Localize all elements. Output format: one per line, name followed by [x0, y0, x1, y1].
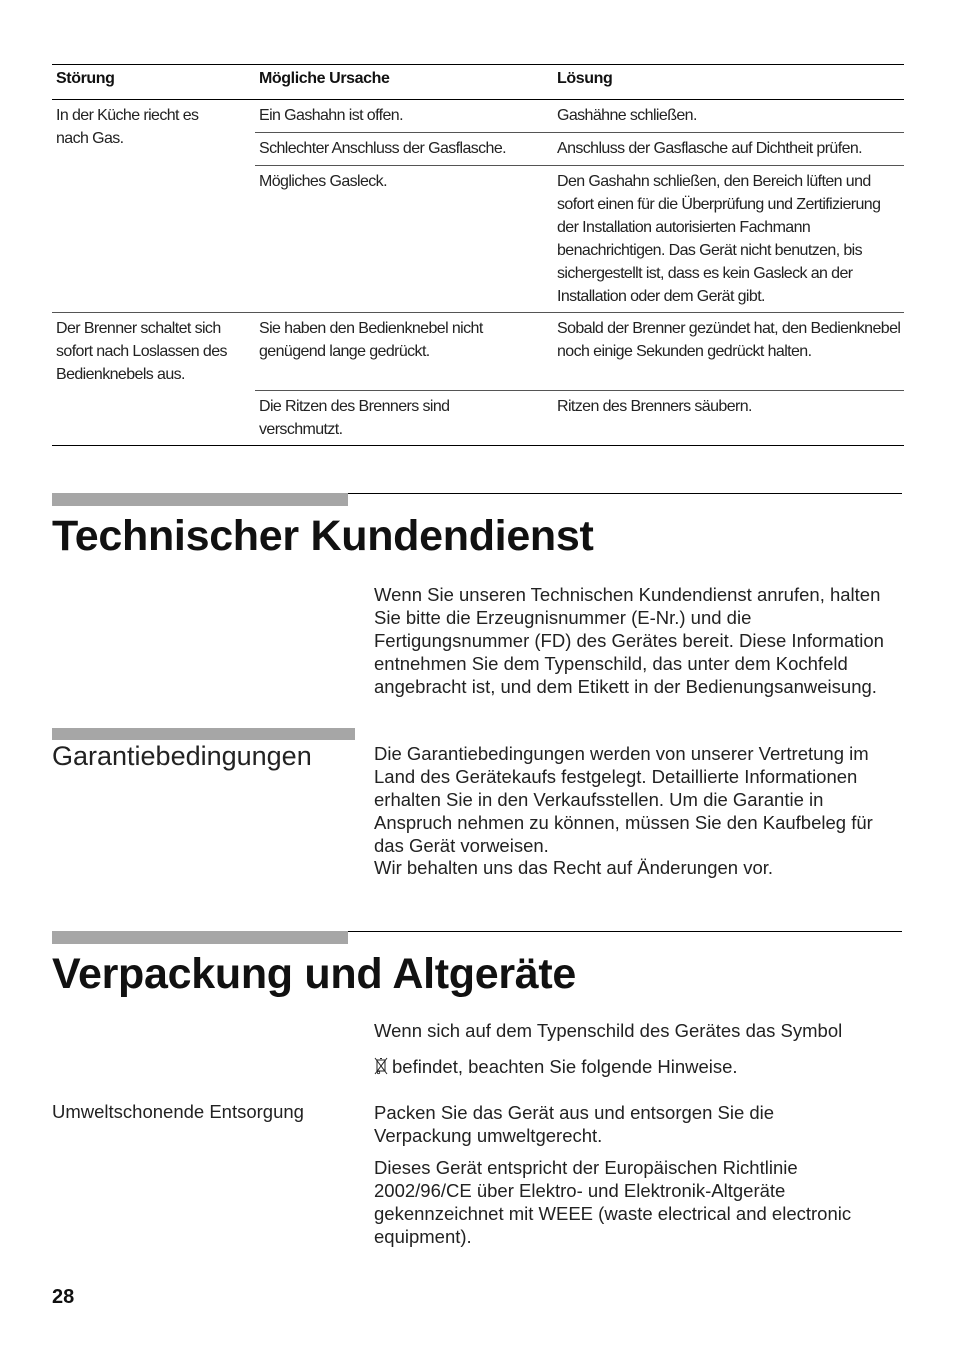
table-top-rule	[52, 64, 904, 65]
header-ursache: Mögliche Ursache	[259, 70, 390, 87]
section-title-verpackung: Verpackung und Altgeräte	[52, 950, 577, 998]
verpackung-intro-1: Wenn sich auf dem Typenschild des Gerätes das Symbol	[374, 1020, 843, 1041]
subsection-marker-bar	[52, 728, 355, 740]
table-cell-loesung-3: Den Gashahn schließen, den Bereich lüften und sofort einen für die Überprüfung und Zertifizierung der Installation autorisierten Fachmann benachrichtigen. Das Gerät nicht benutzen, bis sichergestellt ist, dass es kein Gasleck an der Installation oder dem Gerät gibt.	[557, 173, 881, 305]
header-loesung: Lösung	[557, 70, 613, 87]
table-cell-stoerung-1: In der Küche riecht es nach Gas.	[56, 107, 199, 147]
table-cell-ursache-5: Die Ritzen des Brenners sind verschmutzt.	[259, 398, 450, 438]
page-number: 28	[52, 1286, 75, 1308]
table-cell-loesung-2: Anschluss der Gasflasche auf Dichtheit prüfen.	[557, 140, 863, 157]
subsection-title-garantie: Garantiebedingungen	[52, 741, 312, 771]
table-cell-ursache-1: Ein Gashahn ist offen.	[259, 107, 403, 124]
section-marker-bar	[52, 493, 348, 506]
table-cell-stoerung-2: Der Brenner schaltet sich sofort nach Loslassen des Bedienknebels aus.	[56, 320, 227, 383]
label-umweltschonende-entsorgung: Umweltschonende Entsorgung	[52, 1101, 304, 1122]
garantie-text: Die Garantiebedingungen werden von unserer Vertretung im Land des Gerätekaufs festgelegt. Detaillierte Informationen erhalten Sie in den Verkaufsstellen. Um die Garantie in Anspruch nehmen zu können, müssen Sie den Kaufbeleg für das Gerät vorweisen.	[374, 743, 873, 856]
table-bottom-rule	[52, 445, 904, 446]
garantie-text-2: Wir behalten uns das Recht auf Änderungen vor.	[374, 857, 774, 878]
row-rule	[255, 390, 904, 391]
table-cell-ursache-4: Sie haben den Bedienknebel nicht genügend lange gedrückt.	[259, 320, 483, 360]
table-cell-ursache-3: Mögliches Gasleck.	[259, 173, 387, 190]
kundendienst-text: Wenn Sie unseren Technischen Kundendienst anrufen, halten Sie bitte die Erzeugnisnummer (E-Nr.) und die Fertigungsnummer (FD) des Gerätes bereit. Diese Information entnehmen Sie dem Typenschild, das unter dem Kochfeld angebracht ist, und dem Etikett in der Bedienungsanweisung.	[374, 584, 884, 697]
section-rule	[348, 931, 902, 932]
verpackung-intro-2	[374, 1055, 904, 1080]
header-stoerung: Störung	[56, 70, 115, 87]
entsorgung-text-2: Dieses Gerät entspricht der Europäischen Richtlinie 2002/96/CE über Elektro- und Elektronik-Altgeräte gekennzeichnet mit WEEE (waste electrical and electronic equipment).	[374, 1157, 852, 1247]
table-cell-loesung-4: Sobald der Brenner gezündet hat, den Bedienknebel noch einige Sekunden gedrückt halten.	[557, 320, 901, 360]
table-cell-loesung-5: Ritzen des Brenners säubern.	[557, 398, 752, 415]
crossed-out-wheelie-bin-icon	[374, 1057, 388, 1080]
header-rule	[52, 99, 904, 100]
table-cell-loesung-1: Gashähne schließen.	[557, 107, 697, 124]
row-rule	[255, 165, 904, 166]
section-title-kundendienst: Technischer Kundendienst	[52, 512, 594, 560]
row-rule	[52, 312, 904, 313]
row-rule	[255, 132, 904, 133]
table-cell-ursache-2: Schlechter Anschluss der Gasflasche.	[259, 140, 506, 157]
entsorgung-text-1: Packen Sie das Gerät aus und entsorgen Sie die Verpackung umweltgerecht.	[374, 1102, 775, 1146]
section-rule	[348, 493, 902, 494]
section-marker-bar	[52, 931, 348, 944]
verpackung-intro-2-text: befindet, beachten Sie folgende Hinweise.	[392, 1056, 738, 1077]
